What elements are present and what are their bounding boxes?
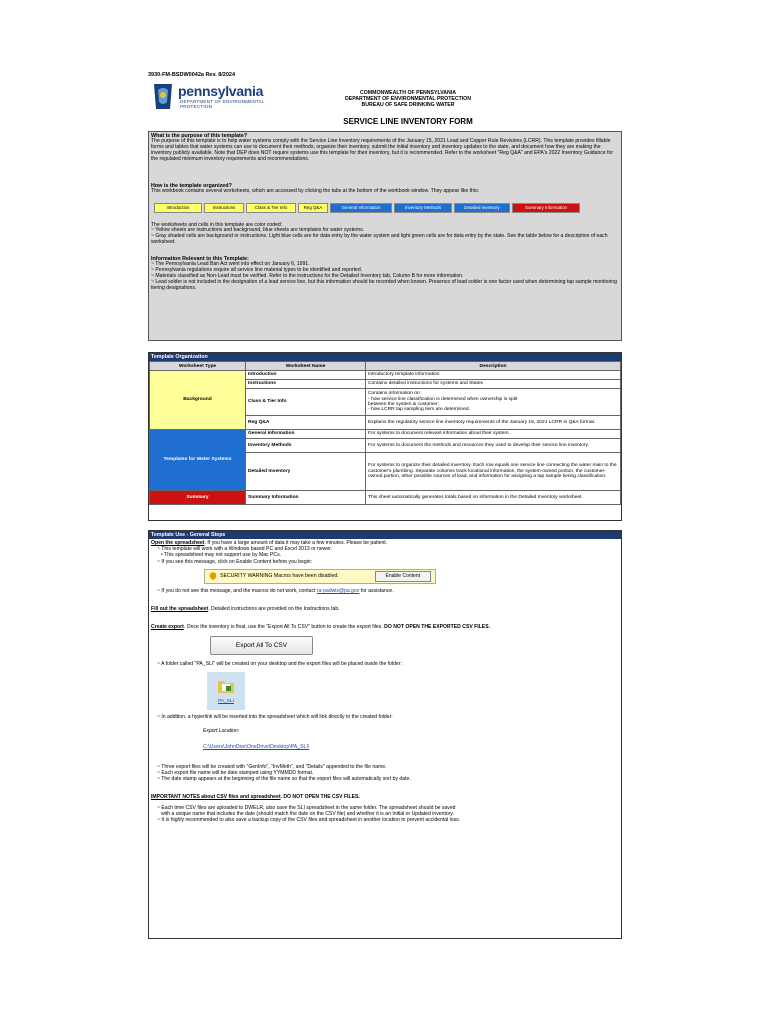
- export-step-head: Create export: [151, 624, 184, 631]
- worksheet-name: Reg Q&A: [246, 416, 366, 430]
- worksheet-desc: Contains detailed instructions for systems and States: [366, 380, 621, 389]
- agency-line3: BUREAU OF SAFE DRINKING WATER: [361, 102, 455, 108]
- color-coded-text: The worksheets and cells in this template are color coded:: [151, 221, 283, 228]
- sheet-tab: Inventory Methods: [394, 203, 452, 213]
- contact-text: ~ If you do not see this message, and the macros do not work, contact: [157, 587, 317, 594]
- pa-dep-logo: [151, 82, 271, 112]
- open-step-head: Open the spreadsheet: [151, 540, 205, 546]
- logo-dept-line2: PROTECTION: [180, 104, 213, 110]
- form-number: 3930-FM-BSDW0042a Rev. 8/2024: [148, 72, 236, 78]
- group-background: Background: [150, 371, 246, 430]
- sheet-tab: Class & Tier Info: [246, 203, 296, 213]
- template-organization-panel: [148, 352, 622, 521]
- worksheet-desc: For systems to document relevant information about their system.: [366, 430, 621, 439]
- group-templates: Templates for Water Systems: [150, 430, 246, 491]
- color-bullet-1: ~ Yellow sheets are instructions and background, blue sheets are templates for water systems.: [151, 227, 365, 234]
- worksheet-tabs-example: [154, 203, 619, 213]
- col-worksheet-type: Worksheet Type: [150, 362, 246, 371]
- info-item: ~ Pennsylvania regulations require all service line material types to be identified and reported.: [151, 267, 363, 274]
- folder-icon: [217, 678, 235, 694]
- info-item: ~ The Pennsylvania Lead Ban Act went into effect on January 6, 1991.: [151, 261, 310, 268]
- agency-block: [288, 90, 528, 108]
- open-bullet: ~ If you see this message, click on Enable Content before you begin:: [157, 558, 313, 565]
- worksheet-name: General Information: [246, 430, 366, 439]
- agency-line2: DEPARTMENT OF ENVIRONMENTAL PROTECTION: [345, 96, 471, 102]
- worksheet-name: Instructions: [246, 380, 366, 389]
- sheet-tab: Reg Q&A: [298, 203, 328, 213]
- color-bullet-2: ~ Gray shaded cells are background or instructions. Light blue cells are for data entry by the water system and light green cells are for data entry by the state. See the table below for a description of each worksheet.: [151, 233, 608, 246]
- note-bullet-cont: with a unique name that includes the date (should match the date on the CSV file) and whether it is an Initial or Updated inventory.: [161, 810, 454, 817]
- col-worksheet-name: Worksheet Name: [246, 362, 366, 371]
- notes-head: IMPORTANT NOTES about CSV files and spreadsheet: [151, 794, 281, 801]
- open-bullet: • This spreadsheet may not support use by Mac PCs.: [161, 552, 282, 559]
- open-step-text: . If you have a large amount of data it may take a few minutes. Please be patient.: [204, 540, 388, 546]
- info-item: ~ Lead solder is not included in the designation of a lead service line, but this information should be recorded when known. Presence of lead solder is one factor used when determining tap sample monitoring tiering designations.: [151, 278, 617, 291]
- export-step-text: . Once the inventory is final, use the "Export All To CSV" button to create the export files.: [183, 624, 385, 631]
- sheet-tab: Detailed Inventory: [454, 203, 510, 213]
- col-description: Description: [366, 362, 621, 371]
- export-bullet: ~ Three export files will be created with "GenInfo", "InvMeth", and "Details" appended to the file name.: [157, 763, 387, 770]
- fill-step-text: . Detailed instructions are provided on the Instructions tab.: [208, 606, 340, 613]
- logo-dept-text: [180, 99, 265, 109]
- organized-text: This workbook contains several worksheets, which are accessed by clicking the tabs at the bottom of the workbook window. They appear like this:: [151, 187, 480, 194]
- pa-sli-folder[interactable]: [207, 672, 245, 710]
- worksheet-name: Detailed Inventory: [246, 453, 366, 491]
- intro-panel: [148, 131, 622, 341]
- organized-question: How is the template organized?: [151, 182, 232, 189]
- export-warning: DO NOT OPEN THE EXPORTED CSV FILES.: [384, 624, 491, 631]
- export-bullet: ~ In addition, a hyperlink will be inserted into the spreadsheet which will link directly to the created folder:: [157, 713, 393, 720]
- purpose-text: The purpose of this template is to help water systems comply with the Service Line Inventory requirements of the January 15, 2021 Lead and Copper Rule Revisions (LCRR). This template provides fillable forms and tables that water systems can use to document their methods, organize their inventory, submit the initial inventory and inventory updates to the state, and document how they are making the inventory publicly available. Note that DEP does NOT require systems use this template for their inventory, but it is recommended. Refer to the worksheet "Reg Q&A" and EPA's 2022 Inventory Guidance for the regulated minimum inventory requirements and recommendations.: [151, 138, 614, 162]
- shield-icon: [209, 572, 217, 580]
- purpose-question: What is the purpose of this template?: [151, 133, 248, 139]
- sheet-tab: Introduction: [154, 203, 202, 213]
- security-warning-label: SECURITY WARNING Macros have been disabled.: [220, 573, 339, 580]
- worksheet-desc: Introductory template information: [366, 371, 621, 380]
- worksheet-name: Class & Tier Info: [246, 389, 366, 416]
- general-steps-panel: [148, 530, 622, 939]
- form-title: SERVICE LINE INVENTORY FORM: [343, 117, 473, 126]
- info-item: ~ Materials classified as Non-Lead must be verified. Refer to the instructions for the Detailed Inventory tab, Column B for more information.: [151, 272, 464, 279]
- note-bullet: ~ It is highly recommended to also save a backup copy of the CSV files and spreadsheet in another location to prevent accidental loss.: [157, 817, 461, 824]
- export-bullet: ~ Each export file name will be date stamped using YYMMDD format.: [157, 770, 314, 777]
- keystone-icon: [151, 82, 175, 112]
- enable-content-button[interactable]: Enable Content: [375, 571, 431, 582]
- worksheet-desc: Explains the regulatory service line inventory requirements of the January 15, 2021 LCRR in Q&A format.: [366, 416, 621, 430]
- group-summary: Summary: [150, 491, 246, 505]
- worksheet-desc: Contains information on: - how service line classification is determined when ownership is split between the system & customer; - how LCRR tap sampling tiers are determined.: [366, 389, 621, 416]
- sheet-tab: General Information: [330, 203, 392, 213]
- worksheet-desc: For systems to document the methods and resources they used to develop their service line inventory.: [366, 439, 621, 453]
- export-all-to-csv-button[interactable]: Export All To CSV: [210, 636, 313, 655]
- sheet-tab: Summary Information: [512, 203, 580, 213]
- logo-brand-text: pennsylvania: [178, 83, 264, 99]
- steps-title: Template Use - General Steps: [149, 531, 621, 539]
- contact-text-post: for assistance.: [359, 587, 394, 594]
- worksheet-name: Inventory Methods: [246, 439, 366, 453]
- folder-label: PA_SLI: [218, 699, 234, 705]
- logo-dept-line1: DEPARTMENT OF ENVIRONMENTAL: [180, 99, 265, 104]
- org-table: [149, 361, 621, 505]
- security-warning-bar: [204, 569, 436, 584]
- fill-step-head: Fill out the spreadsheet: [151, 606, 209, 613]
- export-bullet: ~ A folder called "PA_SLI" will be created on your desktop and the export files will be placed inside the folder:: [157, 661, 402, 668]
- export-step: [151, 624, 619, 630]
- worksheet-desc: For systems to organize their detailed inventory. Each row equals one service line connecting the water main to the customer's plumbing. Separate columns track locational information, the system-owned portion, the customer-owned portion, other possible sources of lead, and information for assigning a tap sample tiering classification.: [366, 453, 621, 491]
- agency-line1: COMMONWEALTH OF PENNSYLVANIA: [360, 90, 456, 96]
- notes-warning: . DO NOT OPEN THE CSV FILES.: [280, 794, 360, 801]
- info-question: Information Relevant to this Template:: [151, 256, 249, 263]
- worksheet-name: Introduction: [246, 371, 366, 380]
- export-location-hyperlink-box: [201, 724, 361, 758]
- worksheet-desc: This sheet automatically generates totals based on information in the Detailed Inventory worksheet.: [366, 491, 621, 505]
- note-bullet: ~ Each time CSV files are uploaded to DWELR, also save the SLI spreadsheet in the same folder. The spreadsheet should be saved: [157, 804, 456, 811]
- export-location-link[interactable]: C:\Users\JohnDoe\OneDrive\Desktop\PA_SLI\: [203, 743, 310, 750]
- contact-email-link[interactable]: ra-padwis@pa.gov: [316, 587, 360, 594]
- sheet-tab: Instructions: [204, 203, 244, 213]
- worksheet-name: Summary Information: [246, 491, 366, 505]
- org-title: Template Organization: [149, 353, 621, 361]
- open-bullet: ~ This template will work with a Windows based PC and Excel 2013 or newer.: [157, 546, 333, 553]
- export-location-caption: Export Location:: [203, 727, 240, 734]
- export-bullet: ~ The date stamp appears at the beginning of the file name so that the export files will automatically sort by date.: [157, 776, 411, 783]
